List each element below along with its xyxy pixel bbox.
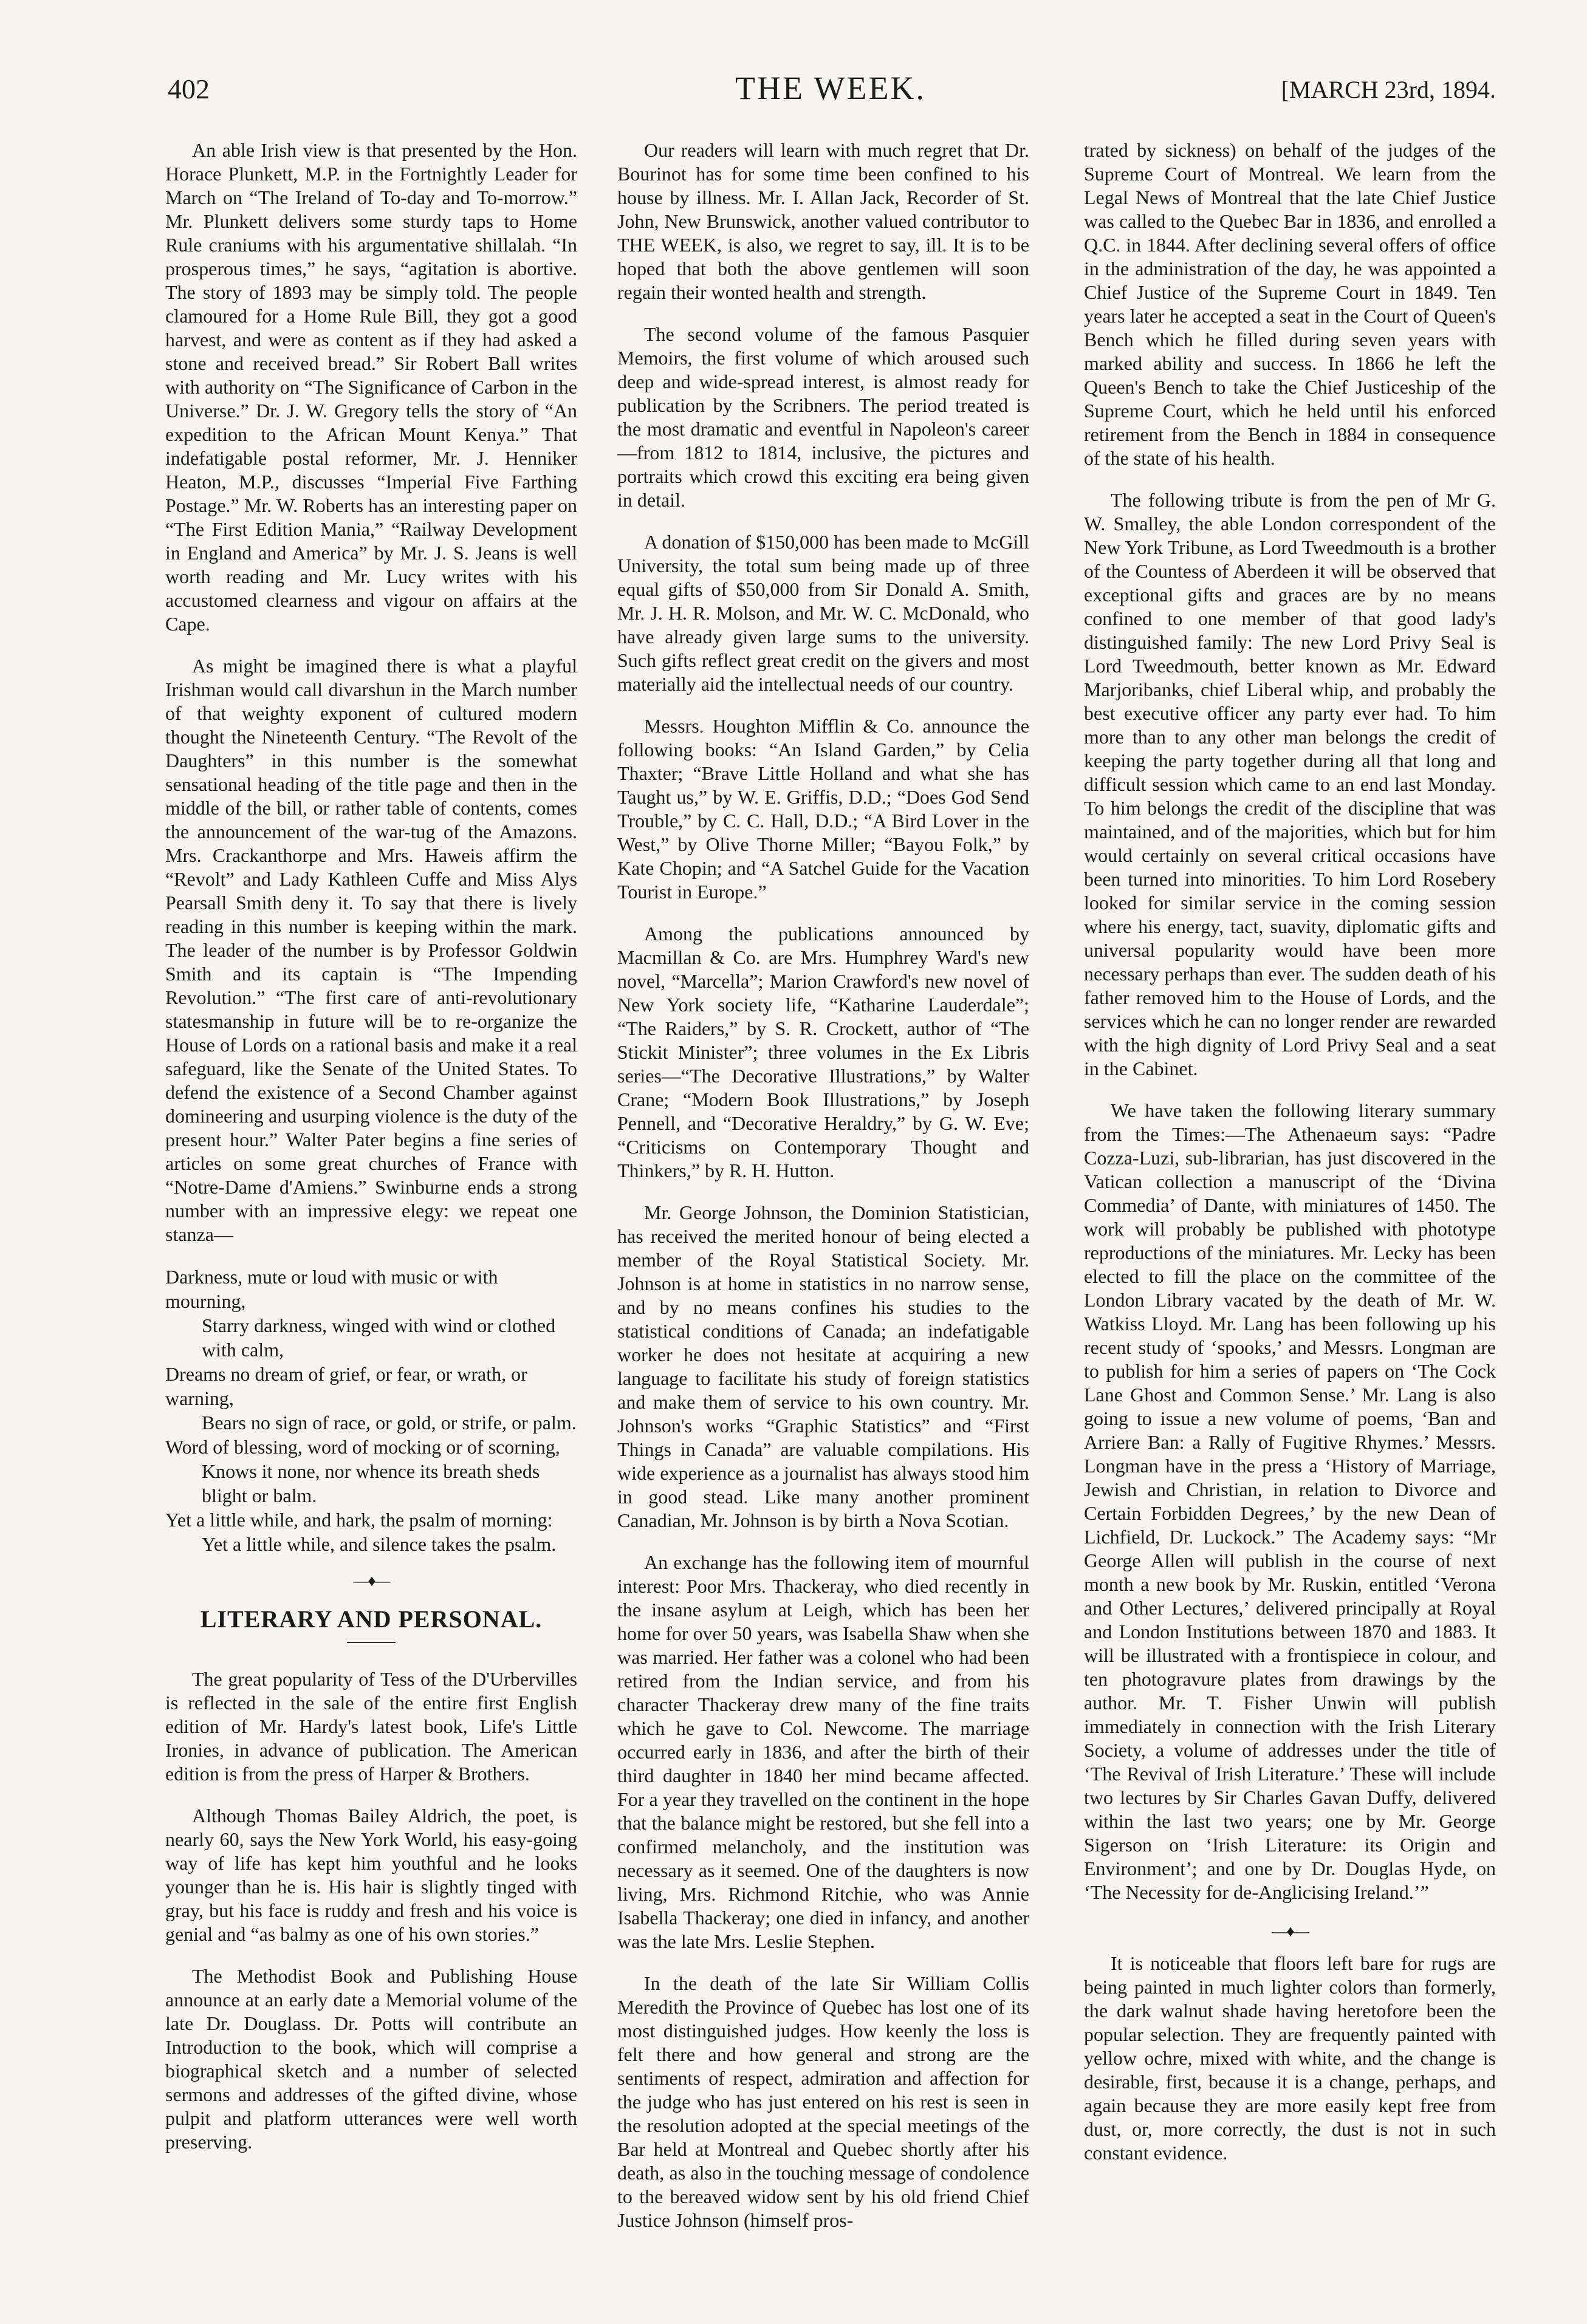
section-heading: LITERARY AND PERSONAL.: [200, 1605, 543, 1633]
poem-line: Starry darkness, winged with wind or clothed with calm,: [202, 1314, 556, 1361]
paragraph-nineteenth-century: As might be imagined there is what a playful Irishman would call divarshun in the March number of that weighty exponent of cultured modern thought the Nineteenth Century. “The Revolt of the Daughters” in this number is the somewhat sensational heading of the title page and then in the middle of the bill, or rather table of contents, comes the announcement of the war-tug of the Amazons. Mrs. Crackanthorpe and Mrs. Haweis affirm the “Revolt” and Lady Kathleen Cuffe and Miss Alys Pearsall Smith deny it. To say that there is lively reading in this number is keeping within the mark. The leader of the number is by Professor Goldwin Smith and its captain is “The Impending Revolution.” “The first care of anti-revolutionary statesmanship in future will be to re-organize the House of Lords on a rational basis and make it a real safeguard, like the Senate of the United States. To defend the existence of a Second Chamber against domineering and usurping violence is the duty of the present hour.” Walter Pater begins a fine series of articles on some great churches of France with “Notre-Dame d'Amiens.” Swinburne ends a strong number with an impressive elegy: we repeat one stanza—: [165, 655, 577, 1245]
poem-line: Word of blessing, word of mocking or of scorning,: [165, 1436, 560, 1458]
paragraph-aldrich: Although Thomas Bailey Aldrich, the poet, is nearly 60, says the New York World, his easy-going way of life has kept him youthful and he looks younger than he is. His hair is slightly tinged with gray, but his face is ruddy and fresh and his voice is genial and “as balmy as one of his own stories.”: [165, 1805, 577, 1945]
article-columns: [165, 138, 1496, 2289]
journal-title: THE WEEK.: [735, 70, 926, 106]
paragraph-hardy: The great popularity of Tess of the D'Urbervilles is reflected in the sale of the entire first English edition of Mr. Hardy's latest book, Life's Little Ironies, in advance of publication. The American edition is from the press of Harper & Brothers.: [165, 1668, 577, 1785]
paragraph-pasquier: The second volume of the famous Pasquier Memoirs, the first volume of which aroused such deep and wide-spread interest, is almost ready for publication by the Scribners. The period treated is the most dramatic and eventful in Napoleon's career—from 1812 to 1814, inclusive, the pictures and portraits which crowd this exciting era being given in detail.: [617, 323, 1029, 511]
paragraph-thackeray: An exchange has the following item of mournful interest: Poor Mrs. Thackeray, who died recently in the insane asylum at Leigh, which has been her home for over 50 years, was Isabella Shaw when she was married. Her father was a colonel who had been retired from the Indian service, and from his character Thackeray drew many of the fine traits which he gave to Col. Newcome. The marriage occurred early in 1836, and after the birth of their third daughter in 1840 her mind became affected. For a year they travelled on the continent in the hope that the balance might be restored, but she fell into a confirmed melancholy, and the institution was necessary as it seemed. One of the daughters is now living, Mrs. Richmond Ritchie, who was Annie Isabella Thackeray; one died in infancy, and another was the late Mrs. Leslie Stephen.: [617, 1551, 1029, 1952]
paragraph-tweedmouth: The following tribute is from the pen of Mr G. W. Smalley, the able London correspondent of the New York Tribune, as Lord Tweedmouth is a brother of the Countess of Aberdeen it will be observed that exceptional gifts and graces are by no means confined to one member of that good lady's distinguished family: The new Lord Privy Seal is Lord Tweedmouth, better known as Mr. Edward Marjoribanks, chief Liberal whip, and probably the best executive officer any party ever had. To him more than to any other man belongs the credit of keeping the party together during all that long and difficult session which came to an end last Monday. To him belongs the credit of the discipline that was maintained, and of the majorities, which but for him would certainly on several critical occasions have been turned into minorities. To him Lord Rosebery looked for similar service in the coming session where his energy, tact, suavity, diplomatic gifts and universal popularity would have been more necessary perhaps than ever. The sudden death of his father removed him to the House of Lords, and the services which he can no longer render are rewarded with the high dignity of Lord Privy Seal and a seat in the Cabinet.: [1084, 489, 1496, 1079]
poem-line: Knows it none, nor whence its breath sheds blight or balm.: [202, 1460, 540, 1506]
paragraph-bourinot: Our readers will learn with much regret that Dr. Bourinot has for some time been confined to his house by illness. Mr. I. Allan Jack, Recorder of St. John, New Brunswick, another valued contributor to THE WEEK, is also, we regret to say, ill. It is to be hoped that both the above gentlemen will soon regain their wonted health and strength.: [617, 139, 1029, 303]
page-header: [165, 70, 1496, 121]
paragraph-meredith: In the death of the late Sir William Collis Meredith the Province of Quebec has lost one of its most distinguished judges. How keenly the loss is felt there and how general and strong are the sentiments of respect, admiration and affection for the judge who has just entered on his rest is seen in the resolution adopted at the special meetings of the Bar held at Montreal and Quebec shortly after his death, as also in the touching message of condolence to the bereaved widow sent by his old friend Chief Justice Johnson (himself pros-: [617, 1972, 1029, 2231]
paragraph-mcgill: A donation of $150,000 has been made to McGill University, the total sum being made up of three equal gifts of $50,000 from Sir Donald A. Smith, Mr. J. H. R. Molson, and Mr. W. C. McDonald, who have already given large sums to the university. Such gifts reflect great credit on the givers and most materially aid the intellectual needs of our country.: [617, 531, 1029, 695]
paragraph-fortnightly-review: An able Irish view is that presented by the Hon. Horace Plunkett, M.P. in the Fortnightly Leader for March on “The Ireland of To-day and To-morrow.” Mr. Plunkett delivers some sturdy taps to Home Rule craniums with his argumentative shillalah. “In prosperous times,” he says, “agitation is abortive. The story of 1893 may be simply told. The people clamoured for a Home Rule Bill, they got a good harvest, and were as content as if they had asked a stone and received bread.” Sir Robert Ball writes with authority on “The Significance of Carbon in the Universe.” Dr. J. W. Gregory tells the story of “An expedition to the African Mount Kenya.” That indefatigable postal reformer, Mr. J. Henniker Heaton, M.P., discusses “Imperial Five Farthing Postage.” Mr. W. Roberts has an interesting paper on “The First Edition Mania,” “Railway Development in England and America” by Mr. J. S. Jeans is well worth reading and Mr. Lucy writes with his accustomed clearness and vigour on affairs at the Cape.: [165, 139, 577, 635]
paragraph-literary-summary: We have taken the following literary summary from the Times:—The Athenaeum says: “Padre Cozza-Luzi, sub-librarian, has just discovered in the Vatican collection a manuscript of the ‘Divina Commedia’ of Dante, with miniatures of 1450. The work will probably be published with phototype reproductions of the miniatures. Mr. Lecky has been elected to fill the place on the committee of the London Library vacated by the death of Mr. W. Watkiss Lloyd. Mr. Lang has been following up his recent study of ‘spooks,’ and Messrs. Longman are to publish for him a series of papers on ‘The Cock Lane Ghost and Common Sense.’ Mr. Lang is also going to issue a new volume of poems, ‘Ban and Arriere Ban: a Rally of Fugitive Rhymes.’ Messrs. Longman have in the press a ‘History of Marriage, Jewish and Christian, in relation to Divorce and Certain Forbidden Degrees,’ by the new Dean of Lichfield, Dr. Luckock.” The Academy says: “Mr George Allen will publish in the course of next month a new book by Mr. Ruskin, entitled ‘Verona and Other Lectures,’ delivered principally at Royal and London Institutions between 1870 and 1883. It will be illustrated with a frontispiece in colour, and ten photogravure plates from drawings by the author. Mr. T. Fisher Unwin will publish immediately in connection with the Irish Literary Society, a volume of addresses under the title of ‘The Revival of Irish Literature.’ These will include two lectures by Sir Charles Gavan Duffy, delivered within the last two years; one by Mr. George Sigerson on ‘Irish Literature: its Origin and Environment’; and one by Dr. Douglas Hyde, on ‘The Necessity for de-Anglicising Ireland.’”: [1084, 1099, 1496, 1903]
section-divider: —♦—: [1272, 1922, 1308, 1940]
poem-stanza: [165, 1265, 577, 1556]
poem-line: Darkness, mute or loud with music or with mourning,: [165, 1266, 498, 1312]
paragraph-houghton-mifflin: Messrs. Houghton Mifflin & Co. announce the following books: “An Island Garden,” by Celia Thaxter; “Brave Little Holland and what she has Taught us,” by W. E. Griffis, D.D.; “Does God Send Trouble,” by C. C. Hall, D.D.; “A Bird Lover in the West,” by Olive Thorne Miller; “Bayou Folk,” by Kate Chopin; and “A Satchel Guide for the Vacation Tourist in Europe.”: [617, 715, 1029, 903]
paragraph-floors: It is noticeable that floors left bare for rugs are being painted in much lighter colors than formerly, the dark walnut shade having heretofore been the popular selection. They are frequently painted with yellow ochre, mixed with white, and the change is desirable, first, because it is a change, perhaps, and again because they are more easily kept free from dust, or, more correctly, the dust is not in such constant evidence.: [1084, 1952, 1496, 2164]
issue-date: [MARCH 23rd, 1894.: [1281, 76, 1496, 103]
column-3: [1084, 138, 1496, 2289]
paragraph-macmillan: Among the publications announced by Macmillan & Co. are Mrs. Humphrey Ward's new novel, “Marcella”; Marion Crawford's new novel of New York society life, “Katharine Lauderdale”; “The Raiders,” by S. R. Crockett, author of “The Stickit Minister”; three volumes in the Ex Libris series—“The Decorative Illustrations,” by Walter Crane; “Modern Book Illustrations,” by Joseph Pennell, and “Decorative Heraldry,” by G. W. Eve; “Criticisms on Contemporary Thought and Thinkers,” by R. H. Hutton.: [617, 923, 1029, 1181]
column-2: [617, 138, 1029, 2289]
poem-line: Bears no sign of race, or gold, or strife, or palm.: [202, 1412, 577, 1434]
poem-line: Dreams no dream of grief, or fear, or wrath, or warning,: [165, 1363, 527, 1409]
paragraph-johnson: Mr. George Johnson, the Dominion Statistician, has received the merited honour of being elected a member of the Royal Statistical Society. Mr. Johnson is at home in statistics in no narrow sense, and by no means confines his studies to the statistical conditions of Canada; an indefatigable worker he does not hesitate at acquiring a new language to facilitate his study of foreign statistics and make them of service to his own country. Mr. Johnson's works “Graphic Statistics” and “First Things in Canada” are valuable compilations. His wide experience as a journalist has always stood him in good stead. Like many another prominent Canadian, Mr. Johnson is by birth a Nova Scotian.: [617, 1201, 1029, 1531]
paragraph-methodist: The Methodist Book and Publishing House announce at an early date a Memorial volume of the late Dr. Douglass. Dr. Potts will contribute an Introduction to the book, which will comprise a biographical sketch and a number of selected sermons and addresses of the gifted divine, whose pulpit and platform utterances were well worth preserving.: [165, 1965, 577, 2153]
poem-line: Yet a little while, and hark, the psalm of morning:: [165, 1509, 553, 1531]
column-1: [165, 138, 577, 2289]
section-divider: —♦—: [353, 1572, 389, 1590]
page-number: 402: [168, 73, 210, 104]
paragraph-meredith-continued: trated by sickness) on behalf of the judges of the Supreme Court of Montreal. We learn from the Legal News of Montreal that the late Chief Justice was called to the Quebec Bar in 1836, and enrolled a Q.C. in 1844. After declining several offers of office in the administration of the day, he was appointed a Chief Justice of the Supreme Court in 1849. Ten years later he accepted a seat in the Court of Queen's Bench which he filled during seven years with marked ability and success. In 1866 he left the Queen's Bench to take the Chief Justiceship of the Supreme Court, which he held until his enforced retirement from the Bench in 1884 in consequence of the state of his health.: [1084, 139, 1496, 469]
heading-rule: [347, 1642, 396, 1643]
poem-line: Yet a little while, and silence takes the psalm.: [202, 1533, 557, 1555]
